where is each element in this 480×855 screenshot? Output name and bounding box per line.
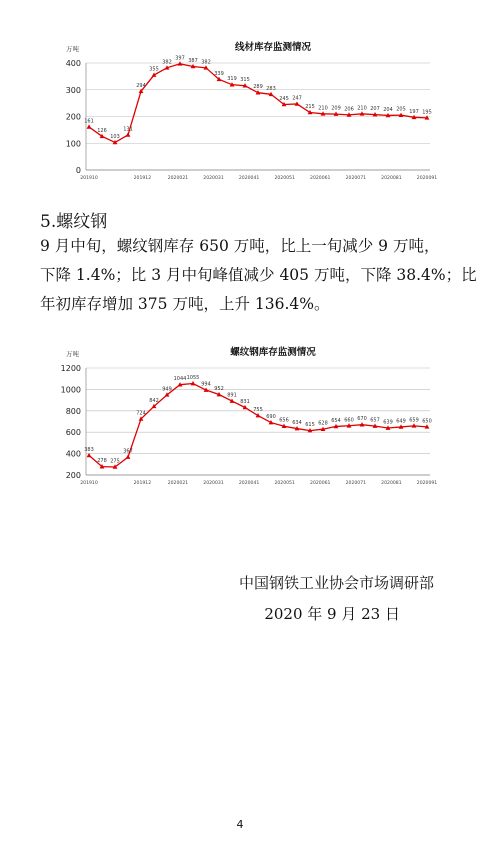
chart-svg — [40, 35, 438, 185]
data-label: 670 — [357, 416, 367, 423]
data-label: 205 — [396, 106, 406, 113]
x-tick-label: 201912 — [133, 481, 152, 486]
data-label: 131 — [123, 126, 133, 133]
paragraph-line-3: 年初库存增加 375 万吨，上升 136.4%。 — [40, 295, 330, 313]
y-tick-label: 0 — [75, 166, 81, 175]
data-label: 994 — [201, 381, 211, 388]
data-label: 319 — [227, 76, 237, 83]
data-label: 161 — [84, 118, 94, 125]
data-label: 382 — [162, 59, 172, 66]
data-label: 831 — [240, 398, 250, 405]
section-heading: 5.螺纹钢 — [40, 212, 108, 232]
x-tick-label: 2020091 — [416, 481, 438, 486]
data-label: 690 — [266, 414, 276, 421]
y-tick-label: 1000 — [60, 385, 81, 395]
data-label: 339 — [214, 70, 224, 77]
data-label: 656 — [279, 417, 289, 424]
data-label: 1055 — [186, 375, 200, 382]
data-label: 628 — [318, 420, 328, 427]
x-tick-label: 2020071 — [345, 176, 367, 181]
paragraph-line-1: 9 月中旬，螺纹钢库存 650 万吨，比上一旬减少 9 万吨， — [40, 237, 440, 255]
data-label: 294 — [136, 82, 146, 89]
data-label: 949 — [162, 386, 172, 393]
x-tick-label: 2020021 — [167, 176, 189, 181]
section-paragraph — [40, 232, 477, 319]
data-label: 387 — [188, 57, 198, 64]
x-tick-label: 2020081 — [381, 481, 402, 486]
data-label: 659 — [409, 417, 419, 424]
y-tick-label: 400 — [65, 449, 81, 459]
data-label: 245 — [279, 95, 289, 102]
data-label: 367 — [123, 448, 133, 455]
y-tick-label: 400 — [65, 59, 81, 68]
x-tick-label: 201910 — [80, 481, 98, 486]
paragraph-line-2: 下降 1.4%；比 3 月中旬峰值减少 405 万吨，下降 38.4%；比 — [40, 266, 477, 284]
x-tick-label: 2020051 — [274, 481, 295, 486]
data-label: 615 — [305, 422, 315, 429]
x-tick-label: 2020061 — [310, 481, 331, 486]
data-label: 952 — [214, 386, 224, 393]
data-label: 724 — [136, 410, 146, 417]
chart-title: 线材库存监测情况 — [234, 42, 312, 53]
data-label: 204 — [383, 106, 393, 113]
y-tick-label: 200 — [65, 112, 81, 122]
x-tick-label: 201912 — [133, 176, 152, 181]
y-tick-label: 1200 — [60, 364, 81, 373]
data-label: 215 — [305, 103, 315, 110]
x-tick-label: 2020031 — [203, 481, 224, 486]
x-tick-label: 2020081 — [381, 176, 402, 181]
data-label: 197 — [409, 108, 419, 115]
y-axis-unit-label: 万吨 — [66, 350, 79, 358]
data-label: 654 — [331, 417, 341, 424]
data-label: 1044 — [173, 376, 187, 383]
data-label: 195 — [422, 109, 432, 116]
chart-svg — [40, 340, 438, 490]
page-number: 4 — [236, 818, 244, 831]
data-label: 660 — [344, 417, 354, 424]
x-tick-label: 2020041 — [238, 176, 260, 181]
y-tick-label: 600 — [65, 428, 81, 438]
x-tick-label: 2020021 — [167, 481, 189, 486]
y-tick-label: 800 — [65, 406, 81, 416]
data-label: 206 — [344, 106, 354, 113]
data-label: 209 — [331, 105, 341, 112]
x-tick-label: 2020061 — [310, 176, 331, 181]
data-label: 650 — [422, 418, 432, 425]
data-label: 634 — [292, 420, 302, 427]
data-label: 383 — [84, 446, 94, 453]
y-tick-label: 300 — [65, 85, 81, 95]
organization-signature: 中国钢铁工业协会市场调研部 — [238, 574, 434, 592]
data-label: 842 — [149, 397, 159, 404]
data-label: 315 — [240, 77, 250, 84]
data-label: 397 — [175, 55, 185, 62]
wire-rod-inventory-chart — [40, 35, 438, 185]
x-tick-label: 2020071 — [345, 481, 367, 486]
data-label: 891 — [227, 392, 237, 399]
data-label: 382 — [201, 59, 211, 66]
data-label: 210 — [318, 105, 328, 112]
data-label: 207 — [370, 106, 380, 113]
y-tick-label: 100 — [65, 139, 81, 149]
data-label: 278 — [97, 458, 107, 465]
data-label: 103 — [110, 133, 120, 140]
x-tick-label: 2020051 — [274, 176, 295, 181]
data-label: 755 — [253, 407, 263, 414]
data-label: 275 — [110, 458, 120, 465]
x-tick-label: 2020031 — [203, 176, 224, 181]
y-axis-unit-label: 万吨 — [66, 45, 79, 53]
data-label: 649 — [396, 418, 406, 425]
data-label: 126 — [97, 127, 107, 134]
x-tick-label: 201910 — [80, 176, 98, 181]
data-label: 247 — [292, 95, 302, 102]
data-label: 210 — [357, 105, 367, 112]
x-tick-label: 2020091 — [416, 176, 438, 181]
data-label: 639 — [383, 419, 393, 426]
data-label: 283 — [266, 85, 276, 92]
x-tick-label: 2020041 — [238, 481, 260, 486]
document-date: 2020 年 9 月 23 日 — [264, 605, 400, 623]
chart-background — [40, 340, 435, 490]
data-label: 657 — [370, 417, 380, 424]
chart-title: 螺纹钢库存监测情况 — [230, 347, 316, 358]
y-tick-label: 200 — [65, 471, 81, 480]
rebar-inventory-chart — [40, 340, 438, 490]
data-label: 355 — [149, 66, 159, 73]
data-label: 289 — [253, 84, 263, 91]
